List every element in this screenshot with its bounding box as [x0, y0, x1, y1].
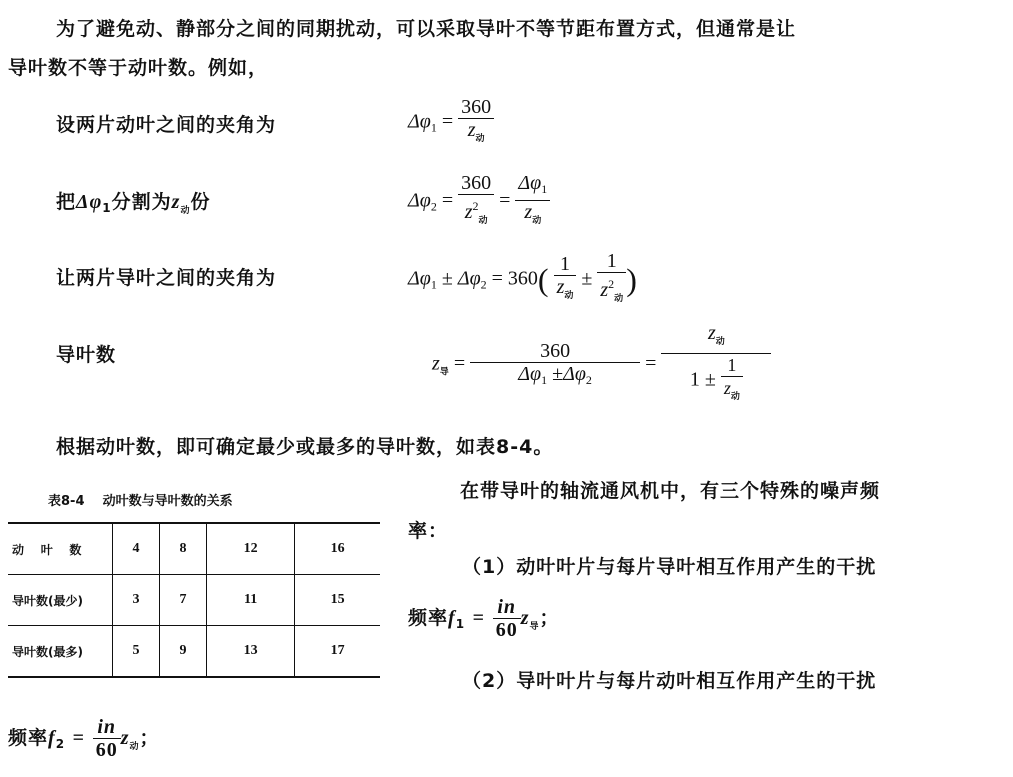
table-cell: 4: [113, 523, 160, 575]
table-cell: 9: [160, 626, 207, 678]
row2-label: 把$\Delta\varphi_1$分割为$z_动$份: [56, 191, 211, 216]
intro-line-1: 为了避免动、静部分之间的同期扰动，可以采取导叶不等节距布置方式，但通常是让: [56, 18, 797, 40]
table-cell: 16: [295, 523, 380, 575]
table-row: [8, 575, 380, 626]
row1-label: 设两片动叶之间的夹角为: [56, 114, 277, 136]
formula-delta-phi-2: $\Delta\varphi_2$ = $\frac{360}{z^2_动}$ = $\frac{\Delta\varphi_1}{z_动}$: [408, 172, 550, 232]
right-para-2: （1）动叶叶片与每片导叶相互作用产生的干扰: [462, 556, 877, 578]
table-cell: 3: [113, 575, 160, 626]
table-cell: 11: [207, 575, 295, 626]
table-cell: 8: [160, 523, 207, 575]
table-cell: 15: [295, 575, 380, 626]
formula-f1: 频率$f_1$ = $\frac{in}{60}$ $z_导$；: [408, 596, 560, 641]
table-cell: 17: [295, 626, 380, 678]
right-para-1a: 在带导叶的轴流通风机中，有三个特殊的噪声频: [460, 480, 881, 502]
right-para-4: （2）导叶叶片与每片动叶相互作用产生的干扰: [462, 670, 877, 692]
table-cell: 13: [207, 626, 295, 678]
row3-label: 让两片导叶之间的夹角为: [56, 267, 277, 289]
rotor-stator-table: [8, 522, 380, 678]
conclusion-line: 根据动叶数，即可确定最少或最多的导叶数，如表8-4。: [56, 436, 554, 458]
table-cell: 12: [207, 523, 295, 575]
right-para-1b: 率：: [408, 520, 449, 542]
intro-line-2: 导叶数不等于动叶数。例如，: [8, 57, 269, 79]
table-row: [8, 523, 380, 575]
table-row: [8, 626, 380, 678]
table-cell: 5: [113, 626, 160, 678]
formula-delta-phi-1: $\Delta\varphi_1$ = $\frac{360}{z_动}$: [408, 96, 494, 150]
table-caption: 表8-4 动叶数与导叶数的关系: [48, 494, 233, 509]
table-row-label: 导叶数(最多): [8, 626, 113, 678]
table-row-label: 导叶数(最少): [8, 575, 113, 626]
formula-sum: $\Delta\varphi_1 \pm \Delta\varphi_2 = 360$( $\frac{1}{z_动}$ ± $\frac{1}{z^2_动}$ ): [408, 250, 637, 304]
formula-z-dao: $z_导$ = $\frac{360}{\Delta\varphi_1 \pm\Delta\varphi_2}$ = $z_动$ 1 ± $\frac{1}{z_动}$: [432, 322, 771, 408]
table-cell: 7: [160, 575, 207, 626]
row4-label: 导叶数: [56, 344, 117, 366]
table-row-label: 动 叶 数: [8, 523, 113, 575]
formula-f2: 频率$f_2$ = $\frac{in}{60}$ $z_动$；: [8, 716, 160, 761]
